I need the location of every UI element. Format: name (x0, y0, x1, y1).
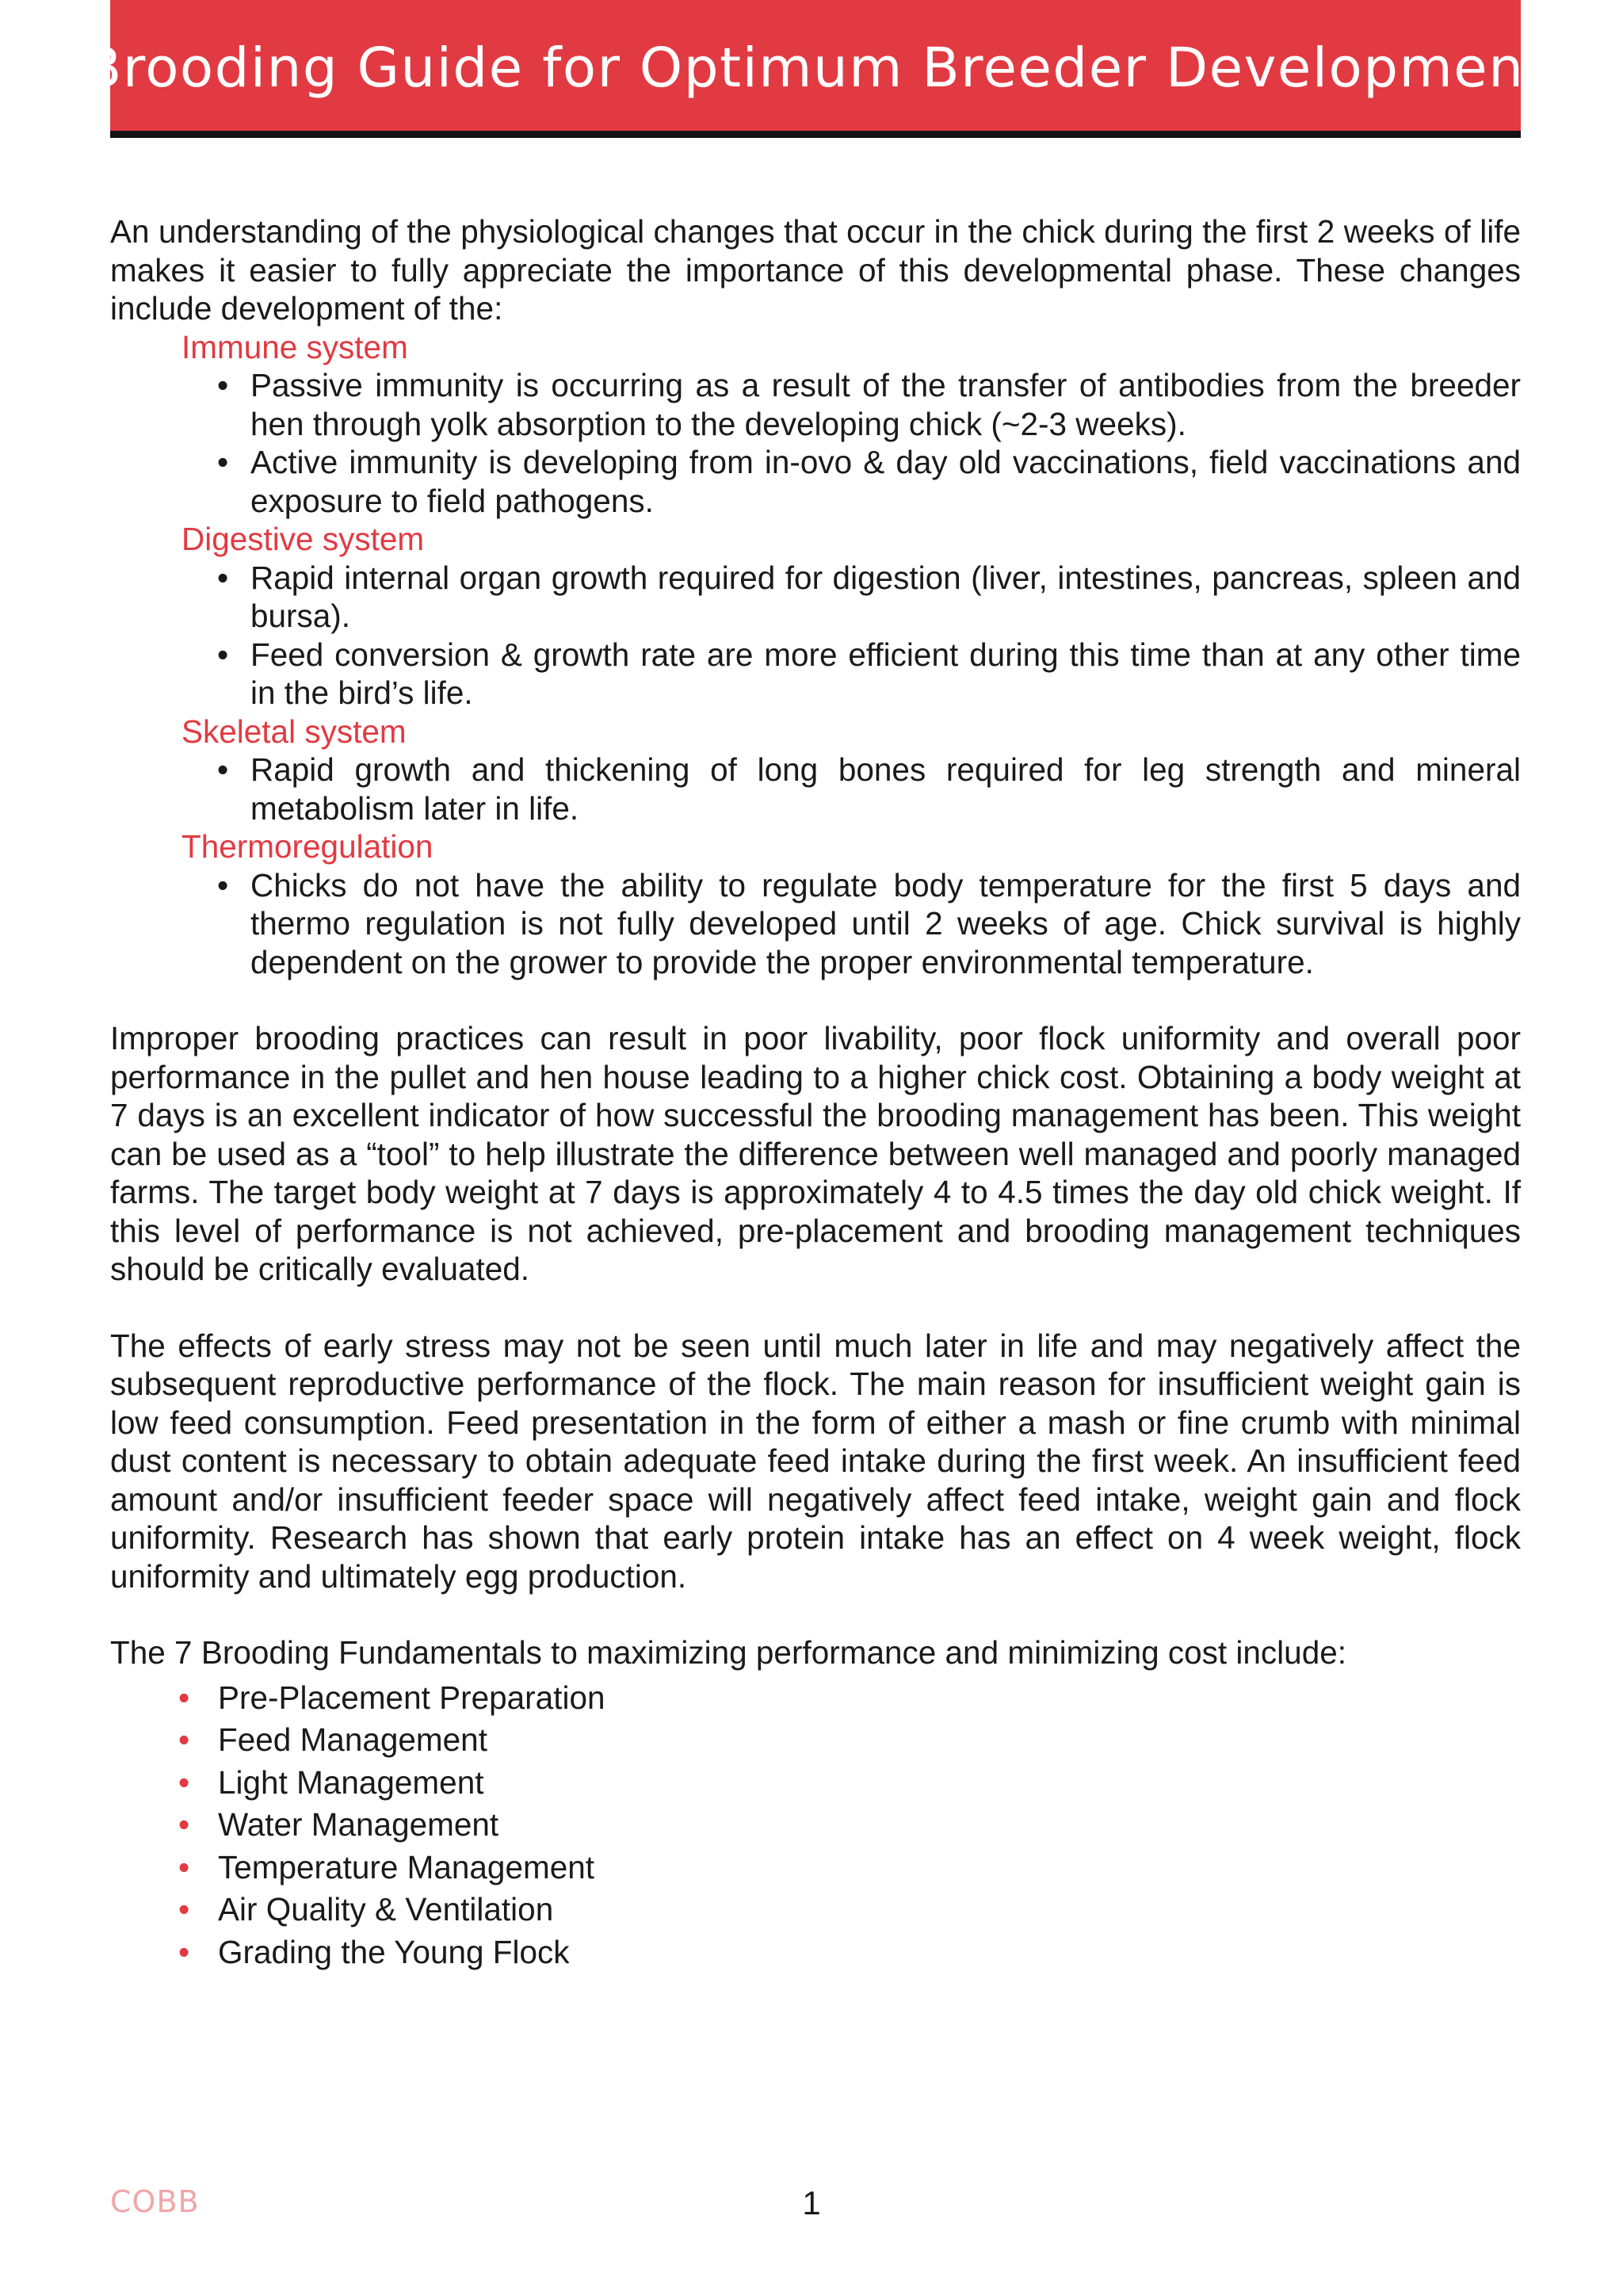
system-bullets (181, 366, 1521, 520)
fundamental-item: • Water Management (218, 1804, 1521, 1847)
fundamental-item: • Grading the Young Flock (218, 1931, 1521, 1974)
system-list (110, 328, 1521, 982)
fundamentals-list (110, 1677, 1521, 1974)
system-bullets (181, 866, 1521, 982)
system-section-immune (181, 328, 1521, 521)
fundamental-item: • Feed Management (218, 1719, 1521, 1762)
system-bullets (181, 751, 1521, 827)
fundamental-item: • Pre-Placement Preparation (218, 1677, 1521, 1720)
system-heading: Skeletal system (181, 712, 407, 750)
intro-paragraph: An understanding of the physiological changes that occur in the chick during the first 2 weeks of life makes it easier to fully appreciate the importance of this developmental phase. These changes include development of the: (110, 213, 1521, 327)
system-bullets (181, 559, 1521, 712)
system-heading: Digestive system (181, 521, 425, 557)
paragraph-spacer (110, 1595, 1521, 1633)
page-title: Brooding Guide for Optimum Breeder Development (84, 36, 1547, 100)
document-body (110, 212, 1521, 1973)
page-number: 1 (802, 2184, 821, 2222)
system-heading: Immune system (181, 328, 408, 365)
system-section-thermoregulation (181, 827, 1521, 981)
system-bullet: • Rapid internal organ growth required for digestion (liver, intestines, pancreas, spleen and bursa). (250, 559, 1521, 636)
system-bullet: • Feed conversion & growth rate are more efficient during this time than at any other time in the bird’s life. (250, 636, 1521, 712)
title-banner (84, 0, 1547, 138)
cobb-logo-text: COBB (110, 2184, 200, 2219)
paragraph-spacer (110, 1289, 1521, 1327)
fundamental-item: • Air Quality & Ventilation (218, 1889, 1521, 1931)
system-heading: Thermoregulation (181, 828, 433, 865)
fundamental-item: • Temperature Management (218, 1847, 1521, 1889)
system-bullet: • Passive immunity is occurring as a result of the transfer of antibodies from the breeder hen through yolk absorption to the developing chick (~2-3 weeks). (250, 366, 1521, 443)
brooding-practices-paragraph: Improper brooding practices can result in poor livability, poor flock uniformity and overall poor performance in the pullet and hen house leading to a higher chick cost. Obtaining a body weight at 7 days is an excellent indicator of how successful the brooding management has been. This weight can be used as a “tool” to help illustrate the difference between well managed and poorly managed farms. The target body weight at 7 days is approximately 4 to 4.5 times the day old chick weight. If this level of performance is not achieved, pre-placement and brooding management techniques should be critically evaluated. (110, 1020, 1521, 1287)
fundamentals-intro: The 7 Brooding Fundamentals to maximizing performance and minimizing cost include: (110, 1634, 1347, 1671)
system-bullet: • Rapid growth and thickening of long bones required for leg strength and mineral metabolism later in life. (250, 751, 1521, 827)
system-bullet: • Active immunity is developing from in-ovo & day old vaccinations, field vaccinations and exposure to field pathogens. (250, 443, 1521, 520)
system-bullet: • Chicks do not have the ability to regulate body temperature for the first 5 days and thermo regulation is not fully developed until 2 weeks of age. Chick survival is highly dependent on the grower to provide the proper environmental temperature. (250, 866, 1521, 982)
early-stress-paragraph: The effects of early stress may not be seen until much later in life and may negatively affect the subsequent reproductive performance of the flock. The main reason for insufficient weight gain is low feed consumption. Feed presentation in the form of either a mash or fine crumb with minimal dust content is necessary to obtain adequate feed intake during the first week. An insufficient feed amount and/or insufficient feeder space will negatively affect feed intake, weight gain and flock uniformity. Research has shown that early protein intake has an effect on 4 week weight, flock uniformity and ultimately egg production. (110, 1327, 1521, 1595)
system-section-skeletal (181, 712, 1521, 828)
system-section-digestive (181, 520, 1521, 712)
fundamental-item: • Light Management (218, 1762, 1521, 1805)
paragraph-spacer (110, 981, 1521, 1019)
